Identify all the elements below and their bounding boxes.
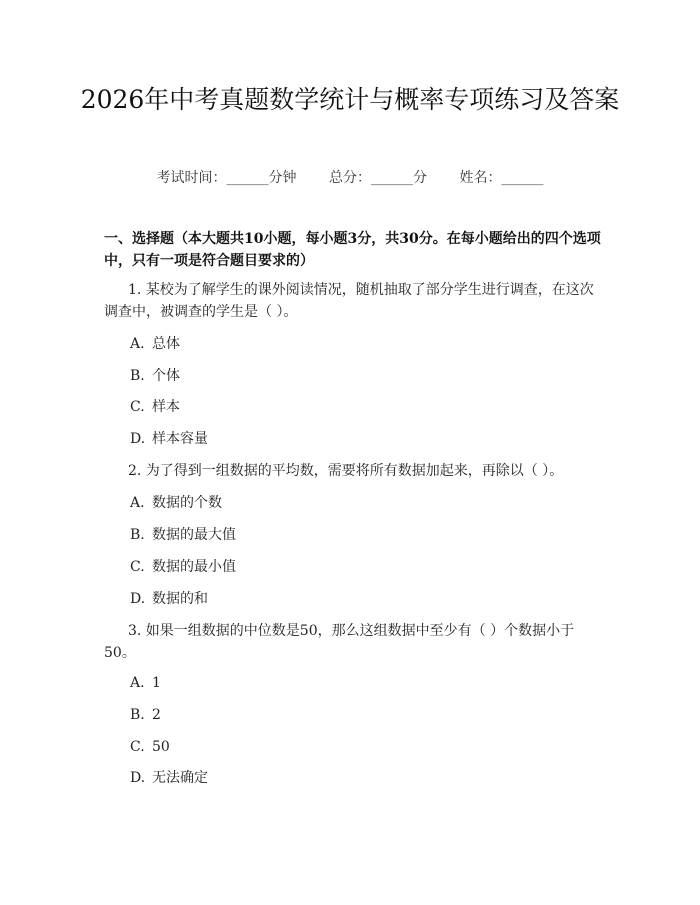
student-name-field: 姓名：______ — [459, 170, 544, 186]
option-text: 个体 — [152, 368, 180, 384]
exam-info-line — [0, 168, 700, 188]
question-2-text: 2. 为了得到一组数据的平均数，需要将所有数据加起来，再除以（ ）。 — [128, 463, 564, 479]
option-letter: C. — [130, 559, 145, 575]
question-2-option-a — [130, 493, 570, 513]
question-3-option-a — [130, 673, 570, 693]
question-3-option-d — [130, 768, 570, 788]
question-1-text: 1. 某校为了解学生的课外阅读情况，随机抽取了部分学生进行调查，在这次调查中，被调查的学生是（ ）。 — [104, 282, 594, 320]
total-score-field: 总分：______分 — [329, 170, 427, 186]
exam-time-field: 考试时间：______分钟 — [156, 170, 297, 186]
option-text: 数据的和 — [152, 591, 208, 607]
option-text: 数据的个数 — [152, 495, 222, 511]
option-letter: D. — [130, 591, 146, 607]
option-letter: B. — [130, 368, 145, 384]
option-text: 数据的最小值 — [152, 559, 236, 575]
option-text: 无法确定 — [152, 770, 208, 786]
question-3-text: 3. 如果一组数据的中位数是50，那么这组数据中至少有（ ）个数据小于50。 — [104, 623, 575, 661]
document-title: 2026年中考真题数学统计与概率专项练习及答案 — [80, 85, 620, 114]
question-1-option-b — [130, 366, 570, 386]
option-text: 50 — [152, 739, 170, 755]
option-text: 2 — [152, 707, 161, 723]
question-1-option-a — [130, 334, 570, 354]
option-text: 总体 — [152, 336, 180, 352]
option-letter: A. — [130, 495, 145, 511]
option-letter: C. — [130, 399, 145, 415]
question-3-option-c — [130, 737, 570, 757]
option-text: 样本容量 — [152, 431, 208, 447]
section-heading: 一、选择题（本大题共10小题，每小题3分，共30分。在每小题给出的四个选项中，只有一项是符合题目要求的） — [104, 231, 601, 269]
option-letter: D. — [130, 431, 146, 447]
option-text: 数据的最大值 — [152, 527, 236, 543]
option-text: 1 — [152, 675, 161, 691]
option-letter: B. — [130, 527, 145, 543]
question-2-option-d — [130, 589, 570, 609]
option-letter: B. — [130, 707, 145, 723]
question-2-option-c — [130, 557, 570, 577]
question-1-option-d — [130, 429, 570, 449]
question-1-option-c — [130, 397, 570, 417]
option-letter: C. — [130, 739, 145, 755]
option-letter: A. — [130, 336, 145, 352]
question-2-option-b — [130, 525, 570, 545]
option-text: 样本 — [152, 399, 180, 415]
question-3-option-b — [130, 705, 570, 725]
option-letter: A. — [130, 675, 145, 691]
option-letter: D. — [130, 770, 146, 786]
